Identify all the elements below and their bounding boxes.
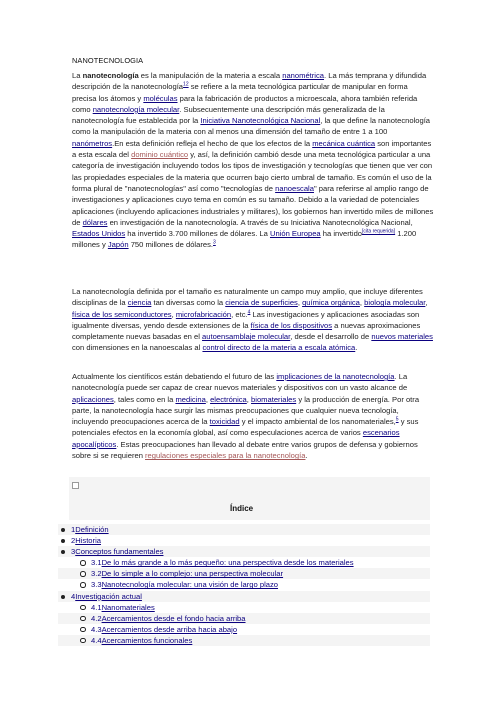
text: y la producción de energía. Por otra parte, la nanotecnología hace surgir las mismas preocupaciones que cualquier nueva tecnología, incluyendo preocupaciones acerca de la xyxy=(72,394,420,427)
link-dominio-cuantico[interactable]: dominio cuántico xyxy=(131,150,189,160)
toc-item-link[interactable]: Historia xyxy=(75,536,101,546)
link-regulaciones[interactable]: regulaciones especiales para la nanotecnología xyxy=(145,451,306,461)
toc-item-link[interactable]: Definición xyxy=(75,525,109,534)
page-title: NANOTECNOLOGIA xyxy=(72,56,144,65)
link-control-directo[interactable]: control directo de la materia a escala atómica xyxy=(202,343,356,353)
text: es la manipulación de la materia a escala xyxy=(138,71,283,80)
text: . La más temprana y difundida descripción de la nanotecnología xyxy=(72,71,427,92)
text: , xyxy=(246,394,252,404)
toc-item-number: 3.1 xyxy=(91,558,102,568)
paragraph-scope xyxy=(72,286,434,354)
link-ciencia-superficies[interactable]: ciencia de superficies xyxy=(225,298,298,308)
toc-item-text[interactable] xyxy=(71,535,101,546)
link-fisica-semiconductores[interactable]: física de los semiconductores xyxy=(72,309,172,319)
link-microfabricacion[interactable]: microfabricación xyxy=(175,309,232,319)
toc-item-number: 4 xyxy=(71,591,76,601)
text: , etc. xyxy=(231,309,248,319)
text: , xyxy=(171,309,176,319)
text: . xyxy=(305,451,308,461)
link-escenarios-apocalipticos[interactable]: escenarios apocalípticos xyxy=(72,428,400,449)
bold-term: nanotecnología xyxy=(82,71,139,80)
link-union-europea[interactable]: Unión Europea xyxy=(269,229,321,239)
toc-header-band xyxy=(69,477,430,520)
toc-item[interactable] xyxy=(58,602,438,613)
text: , xyxy=(359,298,365,308)
toc-item-number: 3.2 xyxy=(91,569,102,579)
bullet-disc-icon xyxy=(61,528,65,532)
toc-item[interactable] xyxy=(58,568,430,579)
toc-item-link[interactable]: Nanotecnología molecular: una visión de largo plazo xyxy=(101,580,279,590)
link-implicaciones[interactable]: implicaciones de la nanotecnología xyxy=(276,372,395,381)
toc-item-text[interactable] xyxy=(71,524,109,535)
toc-item-link[interactable]: Acercamientos desde arriba hacia abajo xyxy=(101,624,238,634)
toc-item-link[interactable]: Nanomateriales xyxy=(101,602,155,612)
table-of-contents xyxy=(58,524,438,646)
toc-item-text[interactable] xyxy=(71,546,163,557)
link-fisica-dispositivos[interactable]: física de los dispositivos xyxy=(250,320,333,330)
bullet-disc-icon xyxy=(61,539,65,543)
text: .En esta definición refleja el hecho de que los efectos de la xyxy=(112,138,313,148)
toc-item-text[interactable] xyxy=(91,635,192,646)
text: , tales como en la xyxy=(113,394,176,404)
text: ha invertido 3.700 millones de dólares. La xyxy=(125,229,270,239)
toc-item-number: 4.2 xyxy=(91,613,102,623)
toc-item-number: 4.4 xyxy=(91,635,102,645)
text: son importantes a esta escala del xyxy=(72,138,432,160)
toc-item-link[interactable]: Acercamientos desde el fondo hacia arriba xyxy=(101,613,246,623)
text: con dimensiones en la nanoescalas al xyxy=(72,343,203,353)
toc-item-text[interactable] xyxy=(91,568,283,579)
citation-needed-link[interactable]: [cita requerida] xyxy=(362,228,396,235)
toc-heading: Índice xyxy=(230,504,254,513)
text: se refiere a la meta tecnológica particular de manipular en forma precisa los átomos y xyxy=(72,82,408,103)
toc-item-number: 4.1 xyxy=(91,602,102,612)
bullet-disc-icon xyxy=(61,595,65,599)
toc-item[interactable] xyxy=(58,613,430,624)
citation-link[interactable]: 12 xyxy=(183,81,189,88)
paragraph-debate xyxy=(72,371,434,461)
toc-item-text[interactable] xyxy=(91,557,354,568)
link-moleculas[interactable]: moléculas xyxy=(143,93,178,103)
toc-item-link[interactable]: De lo simple a lo complejo: una perspectiva molecular xyxy=(101,569,284,579)
toc-item-link[interactable]: Acercamientos funcionales xyxy=(101,635,193,645)
link-biomateriales[interactable]: biomateriales xyxy=(251,394,297,404)
citation-link[interactable]: 5 xyxy=(395,416,399,423)
text: 1.200 millones y xyxy=(72,229,417,250)
toc-item[interactable] xyxy=(58,635,430,646)
link-estados-unidos[interactable]: Estados Unidos xyxy=(72,229,126,239)
citation-link[interactable]: 4 xyxy=(247,309,251,316)
link-nanoescala[interactable]: nanoescala xyxy=(275,183,314,193)
link-nanotecnologia-molecular[interactable]: nanotecnología molecular xyxy=(92,104,180,114)
link-nanometros[interactable]: nanómetros xyxy=(72,138,113,148)
toc-item-number: 3.3 xyxy=(91,580,102,590)
toc-item[interactable] xyxy=(58,624,438,635)
text: y, así, la definición cambió desde una meta tecnológica particular a una categoría de investigación incluyendo todos los tipos de investigación y tecnologías que tienen que ver con las propiedades especiales de la materia que ocurren bajo cierto umbral de tamaño. Es común el uso de la forma plural de "nanotecnologías" así como "tecnologías de xyxy=(72,150,433,193)
toc-item[interactable] xyxy=(58,524,430,535)
bullet-circle-icon xyxy=(80,627,86,633)
toc-item-link[interactable]: Investigación actual xyxy=(75,591,142,601)
link-mecanica-cuantica[interactable]: mecánica cuántica xyxy=(312,138,376,148)
text: " para referirse al amplio rango de investigaciones y aplicaciones cuyo tema en común es su tamaño. Debido a la variedad de potenciales aplicaciones (incluyendo aplicaciones industriales y militares), los gobiernos han invertido miles de millones de xyxy=(72,183,434,227)
toc-item[interactable] xyxy=(58,557,438,568)
text: , desde el desarrollo de xyxy=(290,332,372,342)
toc-item-text[interactable] xyxy=(91,602,155,613)
toc-item-text[interactable] xyxy=(91,579,278,590)
citation-link[interactable]: 3 xyxy=(213,239,216,246)
text: Las investigaciones y aplicaciones asociadas son igualmente diversas, yendo desde extensiones de la xyxy=(72,309,420,330)
bullet-disc-icon xyxy=(61,550,65,554)
link-aplicaciones[interactable]: aplicaciones xyxy=(72,394,114,404)
text: , la que define la nanotecnología como la manipulación de la materia con al menos una dimensión del tamaño de entre 1 a 100 xyxy=(72,116,431,137)
toc-item-text[interactable] xyxy=(91,624,237,635)
text: . Estas preocupaciones han llevado al debate entre varios grupos de defensa y gobiernos sobre si se requieren xyxy=(72,439,418,461)
text: . La nanotecnología puede ser capaz de crear nuevos materiales y dispositivos con un vasto alcance de xyxy=(72,372,408,393)
link-autoensamblaje[interactable]: autoensamblaje molecular xyxy=(202,332,291,342)
text: La xyxy=(72,71,83,80)
text: 750 millones de dólares. xyxy=(128,240,214,250)
link-biologia-molecular[interactable]: biología molecular xyxy=(364,298,426,308)
text: tan diversas como la xyxy=(151,298,226,308)
text: a nuevas aproximaciones completamente nuevas basadas en el xyxy=(72,320,421,342)
text: . xyxy=(355,343,358,353)
link-medicina[interactable]: medicina xyxy=(175,394,206,404)
toc-item-number: 2 xyxy=(71,536,76,546)
toc-toggle-checkbox[interactable] xyxy=(72,482,79,489)
link-japon[interactable]: Japón xyxy=(107,240,129,250)
link-electronica[interactable]: electrónica xyxy=(210,394,247,404)
toc-item[interactable] xyxy=(58,579,438,590)
text: y sus potenciales efectos en la economía global, así como especulaciones acerca de varios xyxy=(72,417,419,438)
text: La nanotecnología definida por el tamaño es naturalmente un campo muy amplio, que incluye diferentes disciplinas de la xyxy=(72,287,423,308)
bullet-circle-icon xyxy=(80,616,86,622)
link-toxicidad[interactable]: toxicidad xyxy=(209,417,240,427)
bullet-circle-icon xyxy=(80,560,86,566)
bullet-circle-icon xyxy=(80,582,86,588)
text: en investigación de la nanotecnología. A través de su Iniciativa Nanotecnológica Nacional, xyxy=(107,217,413,227)
text: para la fabricación de productos a microescala, ahora también referida como xyxy=(72,93,418,114)
bullet-circle-icon xyxy=(80,605,86,611)
text: y el impacto ambiental de los nanomateriales, xyxy=(239,417,396,427)
text: , xyxy=(425,298,428,308)
toc-item-link[interactable]: Conceptos fundamentales xyxy=(75,547,164,557)
link-dolares[interactable]: dólares xyxy=(82,217,108,227)
toc-item-number: 4.3 xyxy=(91,624,102,634)
paragraph-intro xyxy=(72,70,434,251)
bullet-circle-icon xyxy=(80,638,86,644)
toc-item[interactable] xyxy=(58,546,430,557)
link-ciencia[interactable]: ciencia xyxy=(127,298,152,308)
toc-item-text[interactable] xyxy=(71,591,142,602)
toc-item-number: 1 xyxy=(71,525,76,534)
text: , xyxy=(297,298,303,308)
toc-item-number: 3 xyxy=(71,547,76,557)
link-nuevos-materiales[interactable]: nuevos materiales xyxy=(371,332,433,342)
text: , xyxy=(205,394,211,404)
link-iniciativa-nacional[interactable]: Iniciativa Nanotecnológica Nacional xyxy=(200,116,321,126)
toc-item-text[interactable] xyxy=(91,613,246,624)
toc-item[interactable] xyxy=(58,535,438,546)
text: Actualmente los científicos están debatiendo el futuro de las xyxy=(72,372,277,381)
text: . Subsecuentemente una descripción más generalizada de la nanotecnología fue establecida por la xyxy=(72,104,385,126)
toc-item[interactable] xyxy=(58,591,430,602)
toc-item-link[interactable]: De lo más grande a lo más pequeño: una perspectiva desde los materiales xyxy=(101,558,354,568)
text: ha invertido xyxy=(320,229,363,239)
link-quimica-organica[interactable]: química orgánica xyxy=(302,298,360,308)
link-nanometrica[interactable]: nanométrica xyxy=(282,71,325,80)
bullet-circle-icon xyxy=(80,571,86,577)
